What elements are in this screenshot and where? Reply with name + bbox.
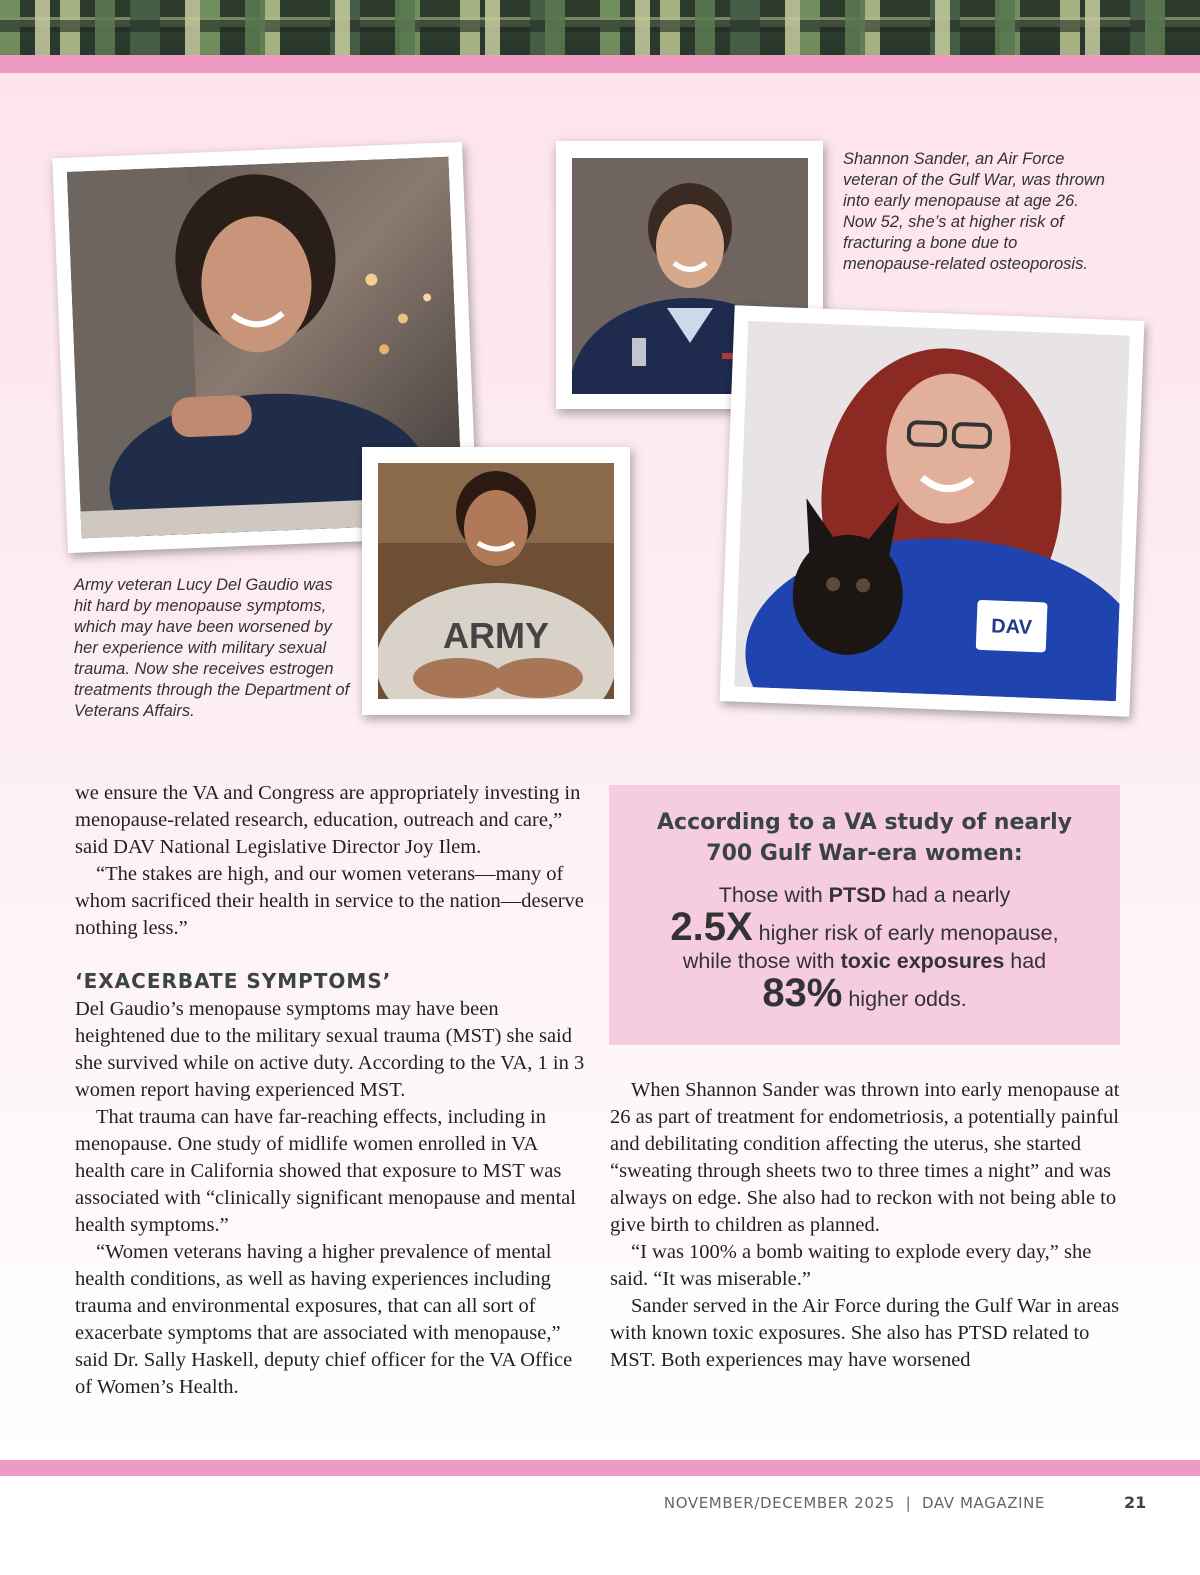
stat-title-line-1: According to a VA study of nearly [657,810,1072,835]
stat-ptsd: PTSD [828,883,886,907]
right-paragraph-3: Sander served in the Air Force during the Gulf War in areas with known toxic exposures. She also has PTSD related to MST. Both experiences may have worsened [610,1295,1120,1371]
left-paragraph-3: Del Gaudio’s menopause symptoms may have been heightened due to the military sexual trauma (MST) she said she survived while on active duty. According to the VA, 1 in 3 women report having experienced MST. [75,998,585,1101]
right-paragraph-2: “I was 100% a bomb waiting to explode every day,” she said. “It was miserable.” [610,1241,1092,1290]
stat-line-1-post: had a nearly [885,883,1011,907]
stat-title [609,807,1120,869]
photo-lucy-army-shirt [362,447,630,715]
stat-figure-2-5x: 2.5X [670,905,753,949]
left-paragraph-2: “The stakes are high, and our women veterans—many of whom sacrificed their health in service to the nation—deserve nothing less.” [75,863,584,939]
left-paragraph-4: That trauma can have far-reaching effects, including in menopause. One study of midlife women enrolled in VA health care in California showed that exposure to MST was associated with “clinically significant menopause and mental health symptoms.” [75,1106,576,1236]
left-text-column [75,780,587,1401]
study-stat-callout [609,785,1120,1045]
stat-figure-83-percent: 83% [762,971,843,1015]
photo-shannon-with-dog [720,305,1145,716]
stat-line-3-post: had [1004,949,1047,973]
caption-lucy: Army veteran Lucy Del Gaudio was hit hard by menopause symptoms, which may have been worsened by her experience with military sexual trauma. Now she receives estrogen treatments through the Department of Veterans Affairs. [74,576,350,720]
caption-shannon: Shannon Sander, an Air Force veteran of the Gulf War, was thrown into early menopause at age 26. Now 52, she’s at higher risk of fracturing a bone due to menopause-related osteoporosis. [843,150,1105,273]
footer-issue: NOVEMBER/DECEMBER 2025 | DAV MAGAZINE [663,1494,1045,1512]
right-paragraph-1: When Shannon Sander was thrown into early menopause at 26 as part of treatment for endometriosis, a potentially painful and debilitating condition affecting the uterus, she started “sweating through sheets two to three times a night” and was always on edge. She also had to reckon with not being able to give birth to children as planned. [610,1079,1120,1236]
left-paragraph-5: “Women veterans having a higher prevalence of mental health conditions, as well as having experiences including trauma and environmental exposures, that can all sort of exacerbate symptoms that are associated with menopause,” said Dr. Sally Haskell, deputy chief officer for the VA Office of Women’s Health. [75,1241,573,1398]
portrait-woman-red-hair-with-dog-image [734,321,1130,701]
stat-line-3-pre: while those with [682,949,841,973]
right-text-column [610,1077,1120,1374]
stat-line-4 [609,971,1120,1015]
page-number: 21 [1124,1493,1147,1512]
pink-band-top [0,55,1200,73]
stat-line-4-post: higher odds. [842,987,967,1011]
stat-line-2-post: higher risk of early menopause, [752,921,1059,945]
camo-pattern-overlay [0,0,1200,55]
section-heading: ‘EXACERBATE SYMPTOMS’ [75,969,392,993]
stat-line-1-pre: Those with [718,883,829,907]
stat-toxic-exposures: toxic exposures [840,949,1005,973]
vintage-photo-young-woman-army-shirt-image [378,463,614,699]
stat-line-2 [609,905,1120,949]
pink-band-bottom [0,1460,1200,1476]
stat-title-line-2: 700 Gulf War-era women: [706,841,1023,866]
left-paragraph-1: we ensure the VA and Congress are appropriately investing in menopause-related research, education, outreach and care,” said DAV National Legislative Director Joy Ilem. [75,782,581,858]
dav-badge-text: DAV [990,615,1033,639]
army-shirt-text: ARMY [443,615,549,656]
stat-line-3 [609,947,1120,975]
